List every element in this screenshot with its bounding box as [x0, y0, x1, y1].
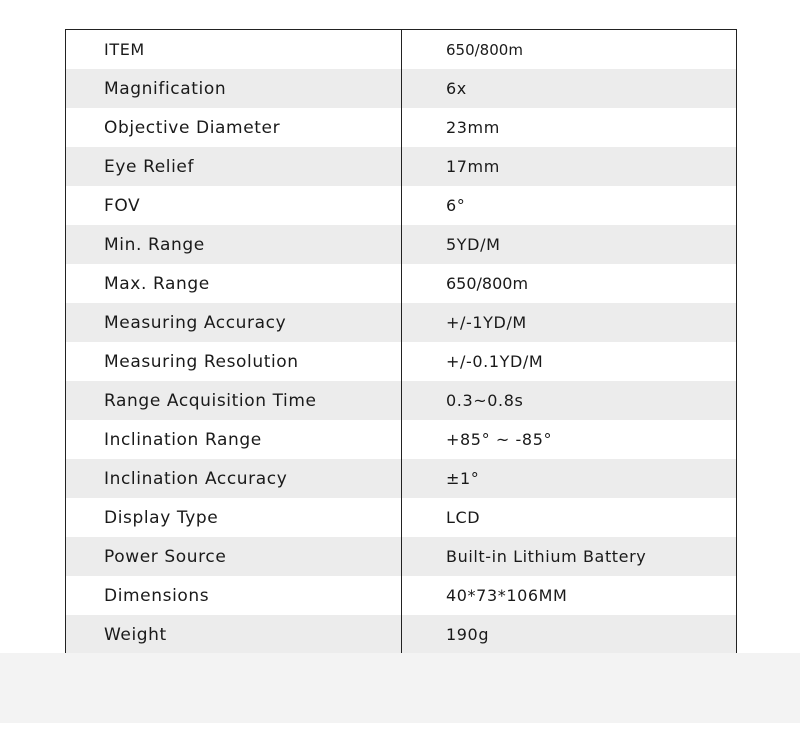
header-item-label: ITEM: [104, 40, 145, 59]
spec-label: Display Type: [104, 507, 219, 528]
spec-value: 23mm: [446, 118, 500, 137]
spec-value: 6x: [446, 79, 467, 98]
spec-label: Dimensions: [104, 585, 210, 606]
spec-table: [65, 29, 737, 654]
bottom-white-strip: [0, 723, 800, 737]
spec-label: Range Acquisition Time: [104, 390, 317, 411]
spec-value: +/-0.1YD/M: [446, 352, 544, 371]
spec-label: Power Source: [104, 546, 227, 567]
bottom-background-band: [0, 653, 800, 723]
spec-value: 6°: [446, 196, 466, 215]
spec-value: 650/800m: [446, 274, 529, 293]
spec-value: LCD: [446, 508, 481, 527]
spec-label: Weight: [104, 624, 167, 645]
column-divider: [401, 30, 402, 653]
spec-value: +/-1YD/M: [446, 313, 527, 332]
spec-value: 0.3~0.8s: [446, 391, 524, 410]
spec-label: Objective Diameter: [104, 117, 281, 138]
spec-label: Measuring Resolution: [104, 351, 299, 372]
spec-label: Min. Range: [104, 234, 205, 255]
spec-value: 40*73*106MM: [446, 586, 568, 605]
spec-value: +85° ~ -85°: [446, 430, 553, 449]
header-model-value: 650/800m: [446, 40, 523, 59]
spec-value: Built-in Lithium Battery: [446, 547, 647, 566]
spec-label: Magnification: [104, 78, 227, 99]
spec-label: Eye Relief: [104, 156, 195, 177]
spec-value: 17mm: [446, 157, 500, 176]
spec-value: 190g: [446, 625, 490, 644]
spec-value: ±1°: [446, 469, 480, 488]
spec-value: 5YD/M: [446, 235, 501, 254]
spec-label: Measuring Accuracy: [104, 312, 287, 333]
spec-label: FOV: [104, 195, 141, 216]
spec-label: Inclination Range: [104, 429, 262, 450]
spec-label: Max. Range: [104, 273, 210, 294]
spec-label: Inclination Accuracy: [104, 468, 288, 489]
